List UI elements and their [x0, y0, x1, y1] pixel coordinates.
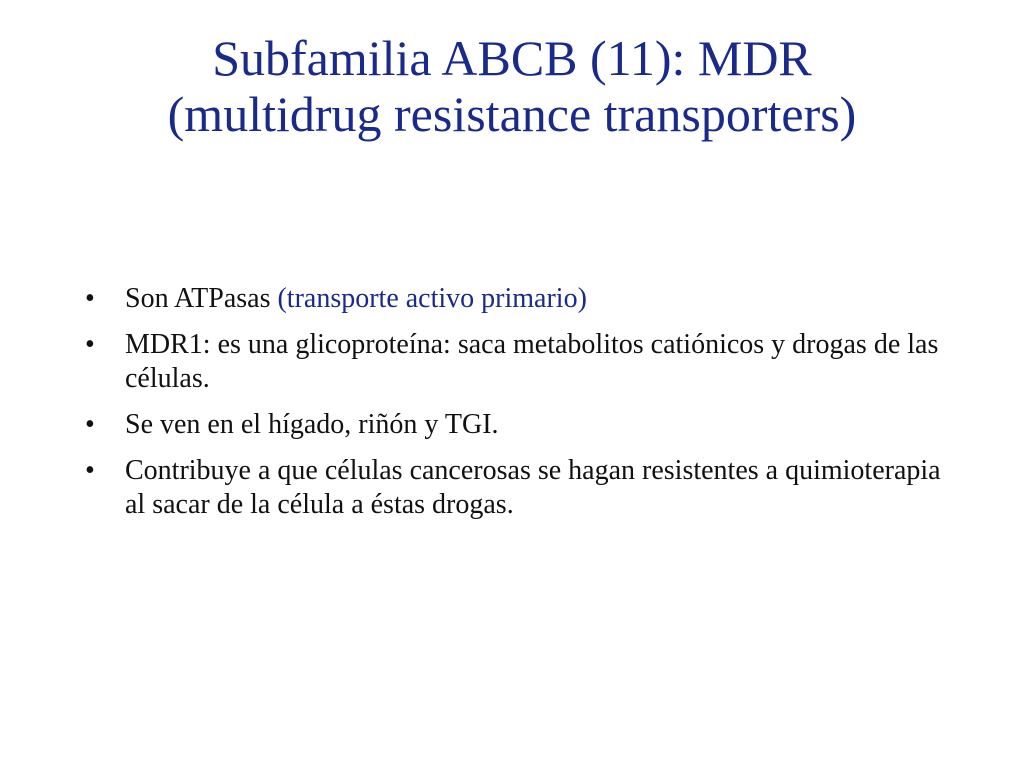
bullet-dot: • [85, 409, 95, 440]
bullet-item-1 [85, 282, 965, 316]
bullet-dot: • [85, 455, 95, 486]
bullet-dot: • [85, 329, 95, 360]
title-line-1: Subfamilia ABCB (11): MDR [212, 30, 812, 86]
bullet-text: Son ATPasas [125, 283, 278, 314]
bullet-list [85, 282, 965, 534]
bullet-text: Se ven en el hígado, riñón y TGI. [125, 409, 499, 440]
bullet-text: MDR1: es una glicoproteína: saca metabolitos catiónicos y drogas de las células. [125, 329, 939, 394]
bullet-item-4 [85, 454, 965, 522]
bullet-accent-text: (transporte activo primario) [277, 283, 587, 314]
bullet-suffix: . [506, 489, 514, 520]
bullet-item-3 [85, 408, 965, 442]
bullet-item-2 [85, 328, 965, 396]
bullet-text: Contribuye a que células cancerosas se hagan resistentes a quimioterapia al sacar de la célula a éstas drogas [125, 455, 941, 520]
slide-title [40, 30, 984, 142]
bullet-dot: • [85, 283, 95, 314]
title-line-2: (multidrug resistance transporters) [167, 86, 857, 142]
